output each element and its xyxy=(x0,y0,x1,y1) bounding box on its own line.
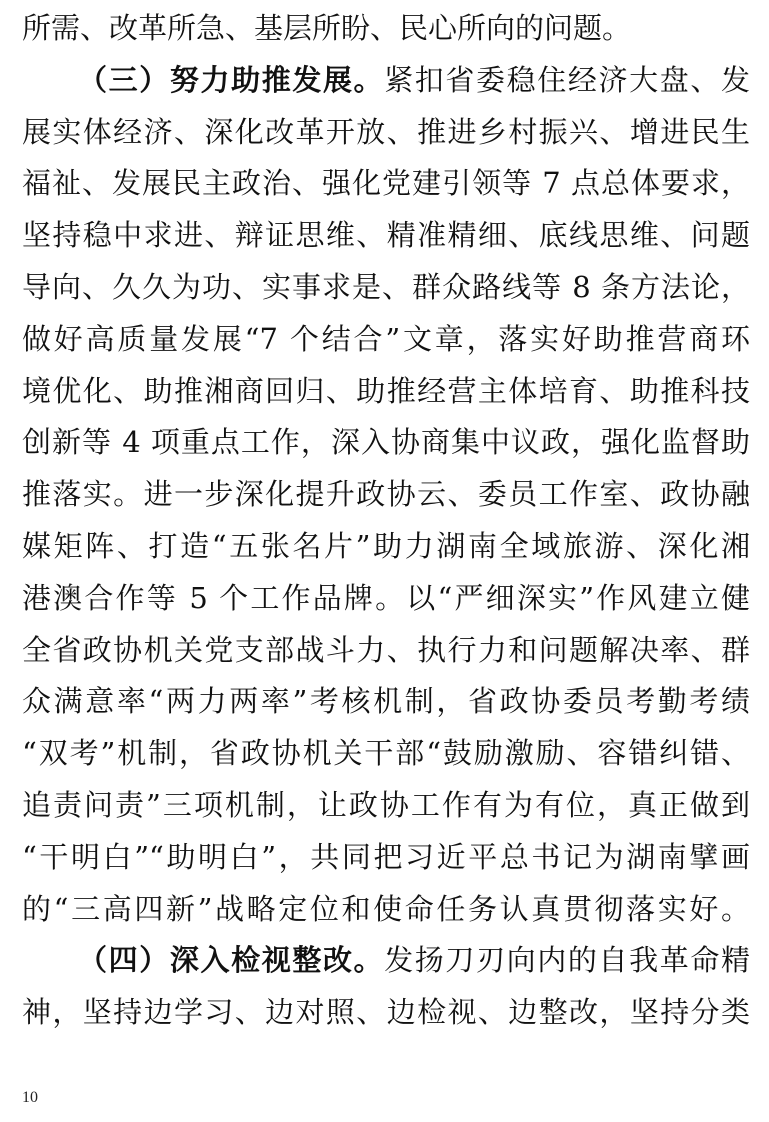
section-heading: （三）努力助推发展。 xyxy=(78,62,385,97)
line-text: 境优化、助推湘商回归、助推经营主体培育、助推科技 xyxy=(22,373,750,408)
line-text: 追责问责”三项机制，让政协工作有为有位，真正做到 xyxy=(22,788,750,822)
line-text: 的“三高四新”战略定位和使命任务认真贯彻落实好。 xyxy=(22,891,750,926)
line-text: “干明白”“助明白”，共同把习近平总书记为湖南擘画 xyxy=(22,839,750,874)
text-line xyxy=(22,106,750,158)
line-text: 港澳合作等 5 个工作品牌。以“严细深实”作风建立健 xyxy=(22,580,750,615)
line-text: 福祉、发展民主政治、强化党建引领等 7 点总体要求， xyxy=(22,166,750,201)
line-text: 推落实。进一步深化提升政协云、委员工作室、政协融 xyxy=(22,477,750,512)
line-text: 全省政协机关党支部战斗力、执行力和问题解决率、群 xyxy=(22,632,750,667)
text-line xyxy=(22,313,750,365)
text-line xyxy=(22,520,750,572)
line-text: 众满意率“两力两率”考核机制，省政协委员考勤考绩 xyxy=(22,684,750,719)
line-text: 创新等 4 项重点工作，深入协商集中议政，强化监督助 xyxy=(22,425,750,460)
text-line xyxy=(22,416,750,468)
text-line xyxy=(22,365,750,417)
text-line xyxy=(22,261,750,313)
line-text: 紧扣省委稳住经济大盘、发 xyxy=(384,62,750,97)
line-text: 坚持稳中求进、辩证思维、精准精细、底线思维、问题 xyxy=(22,218,750,253)
text-line xyxy=(22,572,750,624)
line-text: 发扬刀刃向内的自我革命精 xyxy=(384,943,750,978)
line-text: 媒矩阵、打造“五张名片”助力湖南全域旅游、深化湘 xyxy=(22,529,750,563)
text-line xyxy=(22,883,750,935)
page-number: 10 xyxy=(22,1089,38,1106)
line-text: 神，坚持边学习、边对照、边检视、边整改，坚持分类 xyxy=(22,995,750,1030)
text-line xyxy=(22,675,750,727)
text-line xyxy=(78,54,750,106)
line-text: 展实体经济、深化改革开放、推进乡村振兴、增进民生 xyxy=(22,114,750,149)
text-line xyxy=(22,157,750,209)
line-text: “双考”机制，省政协机关干部“鼓励激励、容错纠错、 xyxy=(22,736,750,771)
line-text: 做好高质量发展“7 个结合”文章，落实好助推营商环 xyxy=(22,321,750,356)
line-text: 导向、久久为功、实事求是、群众路线等 8 条方法论， xyxy=(22,270,750,304)
text-line xyxy=(22,831,750,883)
line-text: 所需、改革所急、基层所盼、民心所向的问题。 xyxy=(22,11,632,45)
section-heading: （四）深入检视整改。 xyxy=(78,943,385,978)
text-line xyxy=(22,468,750,520)
text-line xyxy=(22,2,750,54)
text-line xyxy=(78,934,750,986)
text-line xyxy=(22,209,750,261)
text-line xyxy=(22,727,750,779)
text-line xyxy=(22,624,750,676)
text-line xyxy=(22,986,750,1038)
text-line xyxy=(22,779,750,831)
